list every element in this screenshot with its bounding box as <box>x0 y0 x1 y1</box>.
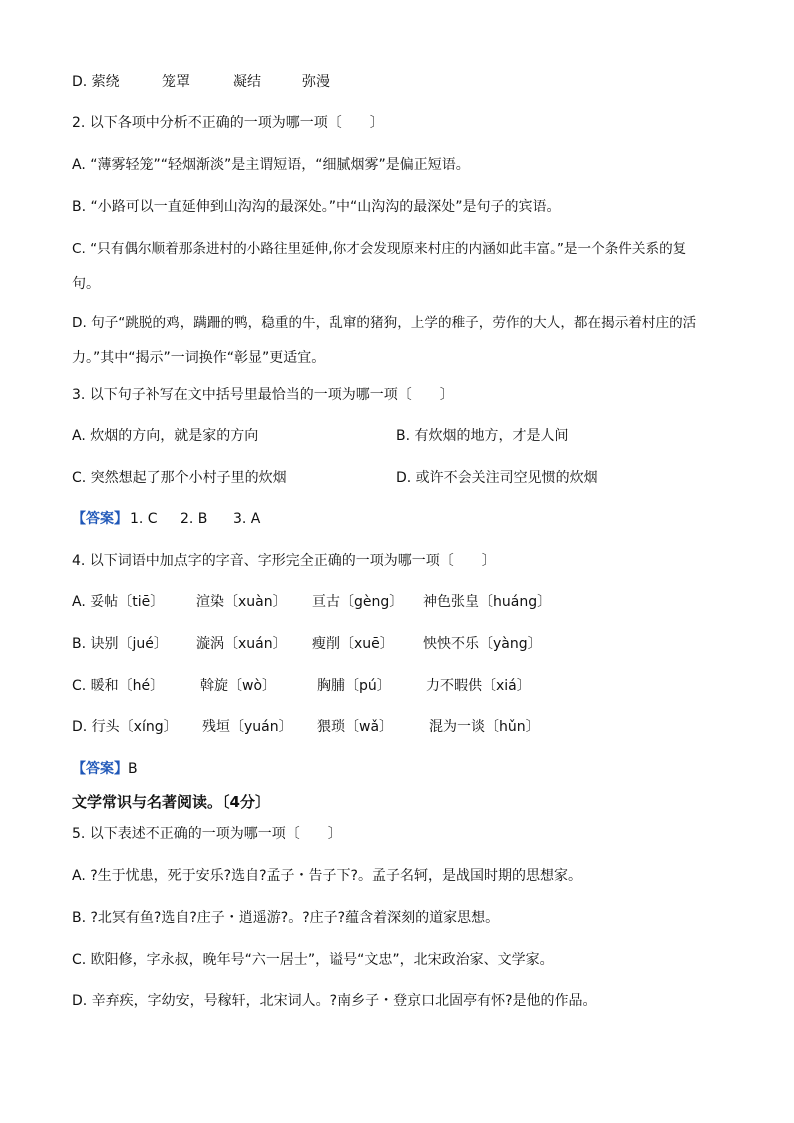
q3-option-a: A. 炊烟的方向，就是家的方向 <box>72 428 259 444</box>
q4-row-a-item-2: 渲染〔xuàn〕 <box>196 594 287 610</box>
q4-row-c-item-2: 斡旋〔wò〕 <box>200 678 277 694</box>
q5-stem: 5. 以下表述不正确的一项为哪一项〔 〕 <box>72 826 342 842</box>
q4-row-b-item-1: B. 诀别〔jué〕 <box>72 636 168 652</box>
q4-row-c-item-4: 力不暇供〔xiá〕 <box>426 678 531 694</box>
section-heading: 文学常识与名著阅读。〔4分〕 <box>72 793 270 811</box>
q1-option-d-word-3: 凝结 <box>233 74 261 90</box>
q2-option-d-line-1: D. 句子“跳脱的鸡，蹒跚的鸭，稳重的牛，乱窜的猪狗，上学的稚子，劳作的大人，都在揭示着村庄的活 <box>72 315 697 331</box>
q1-option-d-word-4: 弥漫 <box>302 74 330 90</box>
q4-row-d-item-3: 猥琐〔wǎ〕 <box>317 719 394 735</box>
q5-option-d: D. 辛弃疾，字幼安，号稼轩，北宋词人。?南乡子・登京口北固亭有怀?是他的作品。 <box>72 993 597 1009</box>
q5-option-b: B. ?北冥有鱼?选自?庄子・逍遥游?。?庄子?蕴含着深刻的道家思想。 <box>72 910 500 926</box>
q1-option-d-label: D. 萦绕 <box>72 74 120 90</box>
q2-stem: 2. 以下各项中分析不正确的一项为哪一项〔 〕 <box>72 115 384 131</box>
q2-option-b: B. “小路可以一直延伸到山沟沟的最深处。”中“山沟沟的最深处”是句子的宾语。 <box>72 199 561 215</box>
q4-stem: 4. 以下词语中加点字的字音、字形完全正确的一项为哪一项〔 〕 <box>72 553 496 569</box>
q1-option-d-word-2: 笼罩 <box>162 74 190 90</box>
q5-option-a: A. ?生于忧患，死于安乐?选自?孟子・告子下?。孟子名轲，是战国时期的思想家。 <box>72 868 582 884</box>
q4-row-b-item-3: 瘦削〔xuē〕 <box>312 636 394 652</box>
answer-tag-2: 【答案】 <box>72 761 128 777</box>
q4-row-b-item-4: 怏怏不乐〔yàng〕 <box>423 636 542 652</box>
q3-option-c: C. 突然想起了那个小村子里的炊烟 <box>72 470 287 486</box>
q4-row-c-item-3: 胸脯〔pú〕 <box>317 678 391 694</box>
q3-option-d: D. 或许不会关注司空见惯的炊烟 <box>396 470 598 486</box>
answer-2: 2. B <box>180 511 208 527</box>
q2-option-c-line-2: 句。 <box>72 276 100 292</box>
q4-row-d-item-1: D. 行头〔xíng〕 <box>72 719 178 735</box>
q4-row-d-item-4: 混为一谈〔hǔn〕 <box>429 719 540 735</box>
q5-option-c: C. 欧阳修，字永叔，晚年号“六一居士”，谥号“文忠”，北宋政治家、文学家。 <box>72 952 554 968</box>
answer-1: 1. C <box>130 511 158 527</box>
q4-row-a-item-1: A. 妥帖〔tiē〕 <box>72 594 165 610</box>
q4-row-c-item-1: C. 暖和〔hé〕 <box>72 678 165 694</box>
q2-option-a: A. “薄雾轻笼”“轻烟渐淡”是主谓短语，“细腻烟雾”是偏正短语。 <box>72 157 470 173</box>
q3-stem: 3. 以下句子补写在文中括号里最恰当的一项为哪一项〔 〕 <box>72 387 454 403</box>
answer-tag: 【答案】 <box>72 511 128 527</box>
q4-row-a-item-3: 亘古〔gèng〕 <box>312 594 404 610</box>
q2-option-c-line-1: C. “只有偶尔顺着那条进村的小路往里延伸,你才会发现原来村庄的内涵如此丰富。”是一个条件关系的复 <box>72 241 687 257</box>
q4-row-d-item-2: 残垣〔yuán〕 <box>202 719 293 735</box>
q2-option-d-line-2: 力。”其中“揭示”一词换作“彰显”更适宜。 <box>72 350 326 366</box>
answer-4: B <box>128 761 138 777</box>
answer-3: 3. A <box>233 511 261 527</box>
q4-row-b-item-2: 漩涡〔xuán〕 <box>196 636 287 652</box>
q3-option-b: B. 有炊烟的地方，才是人间 <box>396 428 569 444</box>
q4-row-a-item-4: 神色张皇〔huáng〕 <box>423 594 552 610</box>
